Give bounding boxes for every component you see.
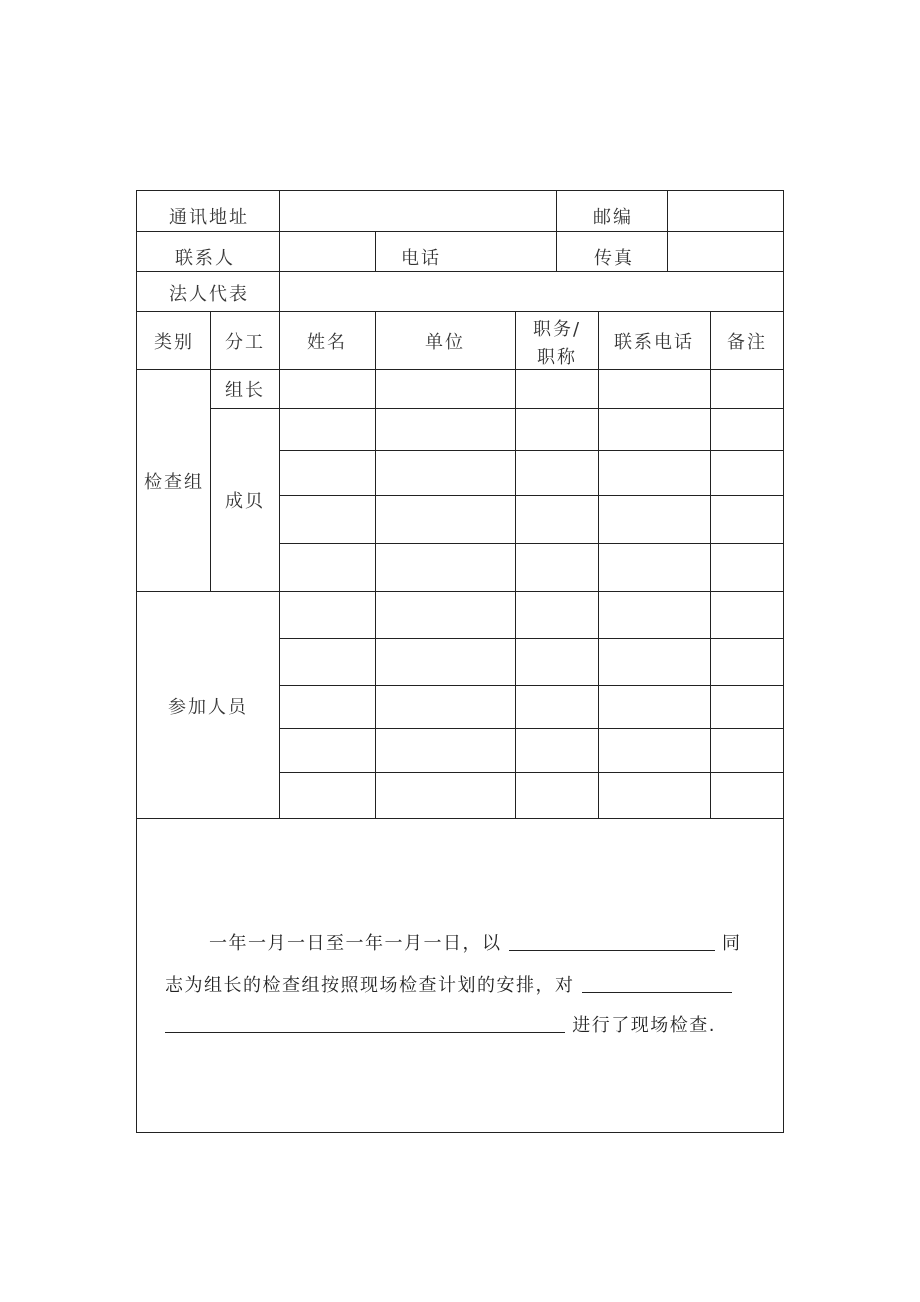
row-divider	[137, 369, 783, 370]
contact-label: 联系人	[175, 248, 235, 269]
fax-label: 传真	[594, 248, 634, 269]
header-category: 类别	[154, 332, 194, 353]
phone-label: 电话	[401, 248, 441, 269]
column-divider	[598, 311, 599, 818]
postcode-field[interactable]	[668, 192, 783, 231]
legal-rep-field[interactable]	[280, 272, 783, 311]
header-name: 姓名	[307, 332, 347, 353]
member-label: 成贝	[225, 491, 265, 512]
fax-field[interactable]	[668, 232, 783, 271]
header-role: 分工	[225, 332, 265, 353]
header-title-line2: 职称	[537, 347, 577, 368]
statement-line-2	[165, 971, 732, 997]
column-divider	[375, 311, 376, 818]
inspected-entity-blank[interactable]	[582, 972, 732, 993]
statement-line2-prefix: 志为组长的检查组按照现场检查计划的安排，对	[165, 975, 575, 996]
postcode-label: 邮编	[593, 207, 633, 228]
participants-label: 参加人员	[168, 697, 248, 718]
column-divider	[710, 311, 711, 818]
statement-line3-suffix: 进行了现场检查.	[572, 1015, 716, 1036]
column-divider	[210, 311, 211, 591]
statement-line1-prefix: 一年一月一日至一年一月一日，以	[209, 933, 502, 954]
inspected-entity-blank-cont[interactable]	[165, 1012, 565, 1033]
header-unit: 单位	[425, 332, 465, 353]
column-divider	[375, 231, 376, 271]
column-divider	[556, 191, 557, 271]
row-divider	[210, 408, 783, 409]
address-field[interactable]	[280, 192, 555, 231]
row-divider	[279, 772, 783, 773]
statement-line-1	[209, 929, 741, 955]
header-contact-phone: 联系电话	[614, 332, 694, 353]
row-divider	[137, 591, 783, 592]
header-remarks: 备注	[727, 332, 767, 353]
row-divider	[279, 450, 783, 451]
row-divider	[279, 685, 783, 686]
inspector-name-blank[interactable]	[509, 930, 715, 951]
inspection-form	[136, 190, 784, 1133]
leader-label: 组长	[225, 380, 265, 401]
statement-line1-suffix: 同	[721, 933, 742, 954]
row-divider	[137, 311, 783, 312]
statement-line-3	[165, 1011, 716, 1037]
row-divider	[279, 728, 783, 729]
contact-field[interactable]	[280, 232, 375, 271]
row-divider	[137, 818, 783, 819]
header-title-line1: 职务/	[532, 319, 582, 340]
row-divider	[279, 543, 783, 544]
legal-rep-label: 法人代表	[169, 284, 249, 305]
column-divider	[279, 311, 280, 818]
inspection-group-label: 检查组	[144, 472, 204, 493]
address-label: 通讯地址	[169, 207, 249, 228]
phone-field[interactable]	[457, 232, 555, 271]
row-divider	[279, 495, 783, 496]
row-divider	[279, 638, 783, 639]
column-divider	[515, 311, 516, 818]
